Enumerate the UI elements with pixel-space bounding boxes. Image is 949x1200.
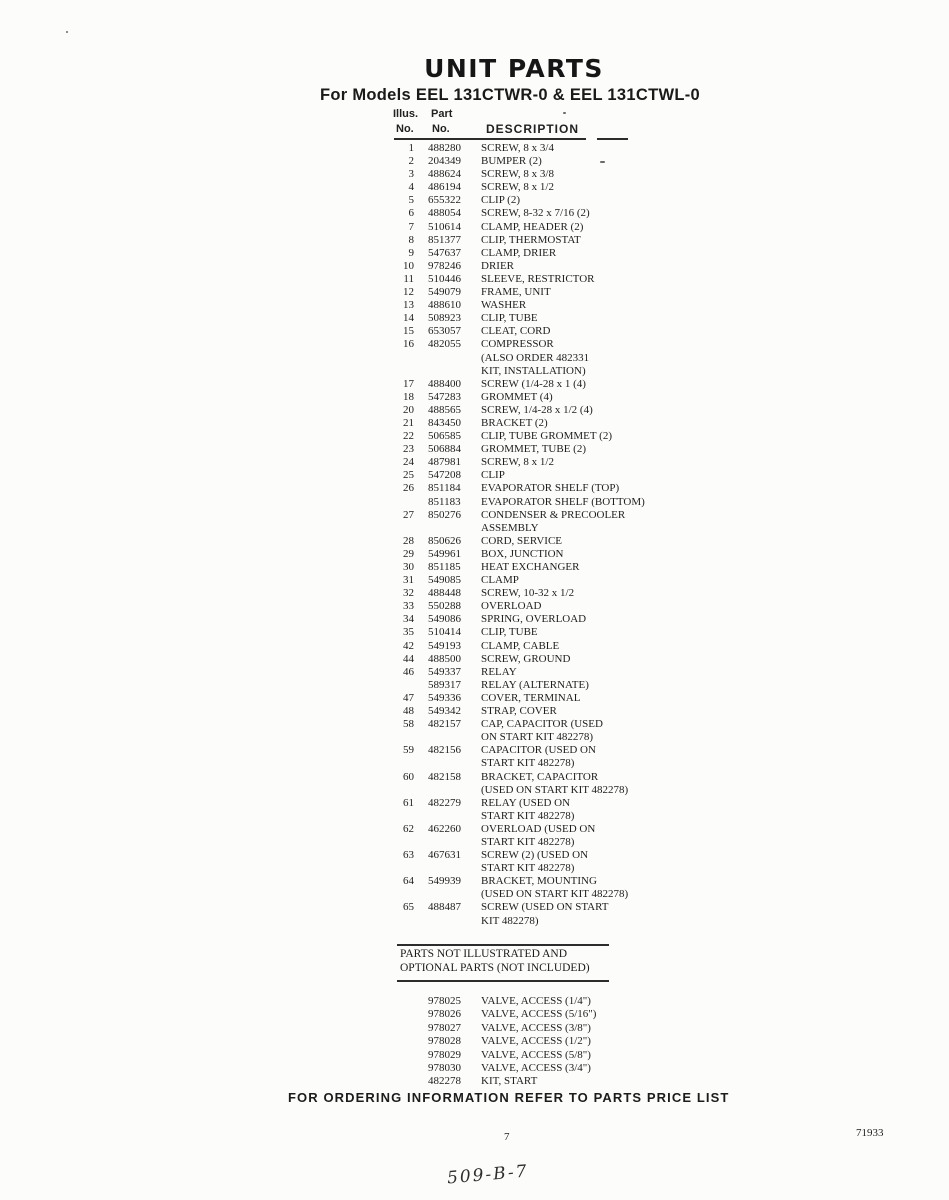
table-row [393, 666, 673, 679]
table-row [393, 260, 673, 273]
table-row [393, 469, 673, 482]
optional-parts-table [393, 995, 673, 1089]
table-row [393, 1075, 673, 1088]
illus-no: 44 [403, 652, 414, 665]
part-no: 510414 [428, 626, 461, 639]
table-row [393, 810, 673, 823]
illus-no: 3 [408, 168, 414, 181]
part-no: 549079 [428, 286, 461, 299]
table-row [393, 535, 673, 548]
part-no: 506884 [428, 443, 461, 456]
table-row [393, 430, 673, 443]
part-no: 978025 [428, 995, 461, 1007]
illus-no: 30 [403, 561, 414, 573]
not-illustrated-heading [400, 948, 620, 976]
part-no [428, 757, 481, 770]
part-no: 549086 [428, 613, 461, 626]
table-row [393, 718, 673, 731]
description: CLIP, THERMOSTAT [481, 233, 581, 246]
table-row [393, 797, 673, 810]
table-row [393, 509, 673, 522]
part-no: 547283 [428, 390, 461, 403]
illus-no: 46 [403, 665, 414, 678]
table-row [393, 234, 673, 247]
table-row [393, 823, 673, 836]
table-row [393, 352, 673, 365]
illus-no [393, 1075, 414, 1088]
description: RELAY [481, 665, 517, 678]
description: CLAMP [481, 574, 519, 587]
description: ON START KIT 482278) [481, 731, 594, 744]
table-row [393, 391, 673, 404]
table-row [393, 1008, 673, 1021]
illus-no: 28 [403, 534, 414, 547]
description: START KIT 482278) [481, 809, 575, 822]
part-no: 488565 [428, 403, 461, 416]
document-number: 71933 [856, 1127, 884, 1139]
illus-no: 35 [403, 626, 414, 639]
part-no: 486194 [428, 181, 461, 194]
illus-no [393, 496, 414, 509]
illus-no: 60 [403, 770, 414, 783]
part-no: 549939 [428, 875, 461, 888]
part-no: 488400 [428, 377, 461, 390]
illus-no: 17 [403, 377, 414, 390]
table-row [393, 496, 673, 509]
part-no [428, 888, 481, 901]
illus-no: 34 [403, 613, 414, 626]
illus-no: 24 [403, 456, 414, 469]
table-row [393, 1049, 673, 1062]
description: CLIP, TUBE GROMMET (2) [481, 430, 612, 443]
description: BOX, JUNCTION [481, 547, 564, 560]
part-no [428, 784, 481, 797]
table-row [393, 365, 673, 378]
handwritten-note: 509-B-7 [446, 1161, 530, 1189]
illus-no [393, 522, 414, 535]
part-no: 589317 [428, 678, 461, 691]
part-no: 467631 [428, 849, 461, 862]
description: SCREW, 8 x 3/8 [481, 168, 554, 181]
table-row [393, 692, 673, 705]
description: CLIP [481, 469, 505, 482]
table-row [393, 522, 673, 535]
description: CLIP (2) [481, 194, 521, 207]
description: GROMMET, TUBE (2) [481, 443, 587, 456]
table-row [393, 679, 673, 692]
illus-no [393, 757, 414, 770]
description: START KIT 482278) [481, 862, 575, 875]
illus-no [393, 888, 414, 901]
description: CLAMP, DRIER [481, 246, 557, 259]
part-no: 851183 [428, 495, 461, 508]
illus-no [393, 1062, 414, 1075]
illus-no: 22 [403, 430, 414, 443]
part-no: 549961 [428, 547, 461, 560]
part-no: 978028 [428, 1035, 461, 1048]
illus-no: 27 [403, 508, 414, 521]
table-row [393, 587, 673, 600]
description: (ALSO ORDER 482331 [481, 351, 590, 364]
part-no: 653057 [428, 325, 461, 338]
part-no [428, 731, 481, 744]
illus-no: 26 [403, 482, 414, 495]
illus-no [393, 784, 414, 797]
illus-no [393, 862, 414, 875]
illus-no: 31 [403, 574, 414, 587]
description: SCREW, 10-32 x 1/2 [481, 587, 575, 600]
part-no: 550288 [428, 600, 461, 613]
description: CAPACITOR (USED ON [481, 744, 596, 757]
description: CLIP, TUBE [481, 626, 538, 639]
description: WASHER [481, 299, 527, 312]
part-no: 488448 [428, 587, 461, 600]
part-no: 482278 [428, 1075, 461, 1088]
table-row [393, 168, 673, 181]
illus-no: 12 [403, 286, 414, 299]
description: DRIER [481, 259, 514, 272]
table-row [393, 273, 673, 286]
illus-no: 32 [403, 587, 414, 600]
table-row [393, 325, 673, 338]
illus-no [393, 1008, 414, 1021]
table-row [393, 1022, 673, 1035]
table-row [393, 312, 673, 325]
table-row [393, 155, 673, 168]
part-no: 488610 [428, 299, 461, 312]
part-no: 549342 [428, 705, 461, 718]
description: SCREW, 8-32 x 7/16 (2) [481, 207, 590, 220]
table-row [393, 771, 673, 784]
table-row [393, 744, 673, 757]
table-row [393, 404, 673, 417]
scan-speck [563, 112, 566, 114]
table-row [393, 784, 673, 797]
description: CLAMP, CABLE [481, 639, 560, 652]
illus-no: 29 [403, 547, 414, 560]
part-no: 850626 [428, 534, 461, 547]
illus-no [393, 1049, 414, 1062]
illus-no: 59 [403, 744, 414, 757]
description: CAP, CAPACITOR (USED [481, 718, 603, 731]
description: SLEEVE, RESTRICTOR [481, 272, 595, 285]
description: RELAY (USED ON [481, 796, 571, 809]
header-rule-segment [597, 138, 628, 140]
table-row [393, 901, 673, 914]
illus-no: 14 [403, 312, 414, 325]
description: SCREW, 8 x 1/2 [481, 456, 554, 469]
part-no: 462260 [428, 822, 461, 835]
illus-no: 64 [403, 875, 414, 888]
illus-no: 20 [403, 403, 414, 416]
part-no: 482158 [428, 770, 461, 783]
part-no: 843450 [428, 416, 461, 429]
description: HEAT EXCHANGER [481, 561, 580, 573]
part-no: 487981 [428, 456, 461, 469]
table-row [393, 640, 673, 653]
table-row [393, 1062, 673, 1075]
illus-no [393, 995, 414, 1008]
part-no [428, 915, 481, 928]
description: GROMMET (4) [481, 390, 553, 403]
illus-no [393, 836, 414, 849]
part-no: 549193 [428, 639, 461, 652]
illus-no [393, 679, 414, 692]
table-row [393, 613, 673, 626]
table-row [393, 142, 673, 155]
part-no: 482055 [428, 338, 461, 351]
part-no: 488624 [428, 168, 461, 181]
illus-no: 25 [403, 469, 414, 482]
table-row [393, 221, 673, 234]
description: FRAME, UNIT [481, 286, 551, 299]
parts-table [393, 142, 673, 928]
description: SCREW, 8 x 3/4 [481, 142, 554, 154]
illus-no: 1 [408, 142, 414, 154]
part-no [428, 862, 481, 875]
scan-speck [66, 31, 68, 33]
illus-no: 33 [403, 600, 414, 613]
illus-no [393, 352, 414, 365]
description: BRACKET, MOUNTING [481, 875, 597, 888]
not-illustrated-heading-line2: OPTIONAL PARTS (NOT INCLUDED) [400, 961, 590, 974]
illus-no: 16 [403, 338, 414, 351]
col-header-description: DESCRIPTION [486, 122, 580, 136]
table-row [393, 338, 673, 351]
part-no: 488054 [428, 207, 461, 220]
part-no [428, 352, 481, 365]
illus-no [393, 731, 414, 744]
page-title: UNIT PARTS [424, 54, 604, 83]
description: VALVE, ACCESS (3/4") [481, 1062, 591, 1075]
description: START KIT 482278) [481, 757, 575, 770]
illus-no: 42 [403, 639, 414, 652]
table-row [393, 995, 673, 1008]
illus-no [393, 1022, 414, 1035]
description: BRACKET (2) [481, 416, 548, 429]
table-row [393, 482, 673, 495]
table-row [393, 299, 673, 312]
table-row [393, 836, 673, 849]
table-row [393, 548, 673, 561]
not-illustrated-rule-bottom [397, 980, 609, 982]
illus-no: 21 [403, 416, 414, 429]
table-row [393, 181, 673, 194]
illus-no: 4 [408, 181, 414, 194]
ordering-note: FOR ORDERING INFORMATION REFER TO PARTS PRICE LIST [288, 1090, 730, 1105]
illus-no [393, 1035, 414, 1048]
illus-no: 9 [408, 246, 414, 259]
col-header-part-no: No. [432, 123, 450, 135]
part-no: 506585 [428, 430, 461, 443]
part-no: 482279 [428, 796, 461, 809]
part-no: 510446 [428, 272, 461, 285]
illus-no: 13 [403, 299, 414, 312]
not-illustrated-heading-line1: PARTS NOT ILLUSTRATED AND [400, 948, 568, 960]
part-no: 978027 [428, 1021, 461, 1034]
description: SCREW (2) (USED ON [481, 849, 589, 862]
illus-no [393, 915, 414, 928]
table-row [393, 915, 673, 928]
description: VALVE, ACCESS (1/2") [481, 1035, 591, 1048]
model-subtitle: For Models EEL 131CTWR-0 & EEL 131CTWL-0 [320, 86, 700, 104]
illus-no: 6 [408, 207, 414, 220]
illus-no [393, 810, 414, 823]
part-no: 978246 [428, 259, 461, 272]
part-no: 547637 [428, 246, 461, 259]
description: SCREW, 8 x 1/2 [481, 181, 554, 194]
part-no: 510614 [428, 220, 461, 233]
header-rule [394, 138, 586, 140]
part-no: 978030 [428, 1062, 461, 1075]
description: VALVE, ACCESS (5/16") [481, 1008, 597, 1021]
col-header-illus-no: No. [396, 123, 414, 135]
description: BRACKET, CAPACITOR [481, 770, 599, 783]
illus-no: 62 [403, 822, 414, 835]
table-row [393, 862, 673, 875]
part-no: 851184 [428, 482, 461, 495]
table-row [393, 705, 673, 718]
part-no: 978026 [428, 1008, 461, 1021]
illus-no: 48 [403, 705, 414, 718]
description: COVER, TERMINAL [481, 691, 581, 704]
part-no [428, 365, 481, 378]
part-no [428, 810, 481, 823]
illus-no: 65 [403, 901, 414, 914]
table-row [393, 1035, 673, 1048]
description: CLAMP, HEADER (2) [481, 220, 584, 233]
description: KIT 482278) [481, 914, 539, 927]
illus-no: 8 [408, 233, 414, 246]
description: ASSEMBLY [481, 521, 539, 534]
table-row [393, 574, 673, 587]
part-no [428, 522, 481, 535]
description: KIT, START [481, 1075, 538, 1088]
description: SCREW, GROUND [481, 652, 571, 665]
table-row [393, 757, 673, 770]
description: VALVE, ACCESS (3/8") [481, 1021, 591, 1034]
description: KIT, INSTALLATION) [481, 364, 586, 377]
part-no: 488487 [428, 901, 461, 914]
table-row [393, 653, 673, 666]
part-no: 482156 [428, 744, 461, 757]
description: BUMPER (2) [481, 155, 542, 168]
col-header-part: Part [431, 108, 453, 120]
part-no: 549336 [428, 691, 461, 704]
illus-no [393, 365, 414, 378]
part-no: 547208 [428, 469, 461, 482]
table-row [393, 456, 673, 469]
table-row [393, 378, 673, 391]
table-row [393, 888, 673, 901]
illus-no: 63 [403, 849, 414, 862]
description: SPRING, OVERLOAD [481, 613, 587, 626]
description: RELAY (ALTERNATE) [481, 678, 589, 691]
table-row [393, 561, 673, 574]
table-row [393, 731, 673, 744]
description: CLEAT, CORD [481, 325, 551, 338]
illus-no: 18 [403, 390, 414, 403]
col-header-illus: Illus. [393, 108, 419, 120]
table-row [393, 443, 673, 456]
description: SCREW (1/4-28 x 1 (4) [481, 377, 586, 390]
part-no: 978029 [428, 1048, 461, 1061]
part-no: 549337 [428, 665, 461, 678]
table-row [393, 417, 673, 430]
illus-no: 15 [403, 325, 414, 338]
description: VALVE, ACCESS (1/4") [481, 995, 591, 1007]
description: EVAPORATOR SHELF (BOTTOM) [481, 495, 645, 508]
scan-speck [600, 161, 605, 163]
description: CORD, SERVICE [481, 534, 563, 547]
illus-no: 61 [403, 796, 414, 809]
illus-no: 5 [408, 194, 414, 207]
page-number: 7 [504, 1131, 510, 1143]
description: COMPRESSOR [481, 338, 554, 351]
part-no: 508923 [428, 312, 461, 325]
table-row [393, 207, 673, 220]
illus-no: 58 [403, 718, 414, 731]
description: CONDENSER & PRECOOLER [481, 508, 626, 521]
part-no: 482157 [428, 718, 461, 731]
table-row [393, 875, 673, 888]
description: SCREW (USED ON START [481, 901, 609, 914]
description: CLIP, TUBE [481, 312, 538, 325]
description: SCREW, 1/4-28 x 1/2 (4) [481, 403, 593, 416]
illus-no: 7 [408, 220, 414, 233]
illus-no: 11 [403, 272, 414, 285]
part-no: 204349 [428, 155, 461, 168]
description: START KIT 482278) [481, 835, 575, 848]
table-row [393, 600, 673, 613]
illus-no: 47 [403, 691, 414, 704]
part-no: 850276 [428, 508, 461, 521]
part-no: 488500 [428, 652, 461, 665]
description: VALVE, ACCESS (5/8") [481, 1048, 591, 1061]
description: STRAP, COVER [481, 705, 557, 718]
illus-no: 2 [408, 155, 414, 168]
illus-no: 10 [403, 259, 414, 272]
part-no: 488280 [428, 142, 461, 154]
description: (USED ON START KIT 482278) [481, 783, 629, 796]
not-illustrated-rule-top [397, 944, 609, 946]
description: EVAPORATOR SHELF (TOP) [481, 482, 620, 495]
part-no: 851185 [428, 561, 461, 573]
illus-no: 23 [403, 443, 414, 456]
part-no: 655322 [428, 194, 461, 207]
table-row [393, 247, 673, 260]
table-row [393, 626, 673, 639]
table-row [393, 286, 673, 299]
table-row [393, 194, 673, 207]
part-no: 549085 [428, 574, 461, 587]
part-no: 851377 [428, 233, 461, 246]
table-row [393, 849, 673, 862]
part-no [428, 836, 481, 849]
description: OVERLOAD (USED ON [481, 822, 596, 835]
description: (USED ON START KIT 482278) [481, 888, 629, 901]
description: OVERLOAD [481, 600, 542, 613]
